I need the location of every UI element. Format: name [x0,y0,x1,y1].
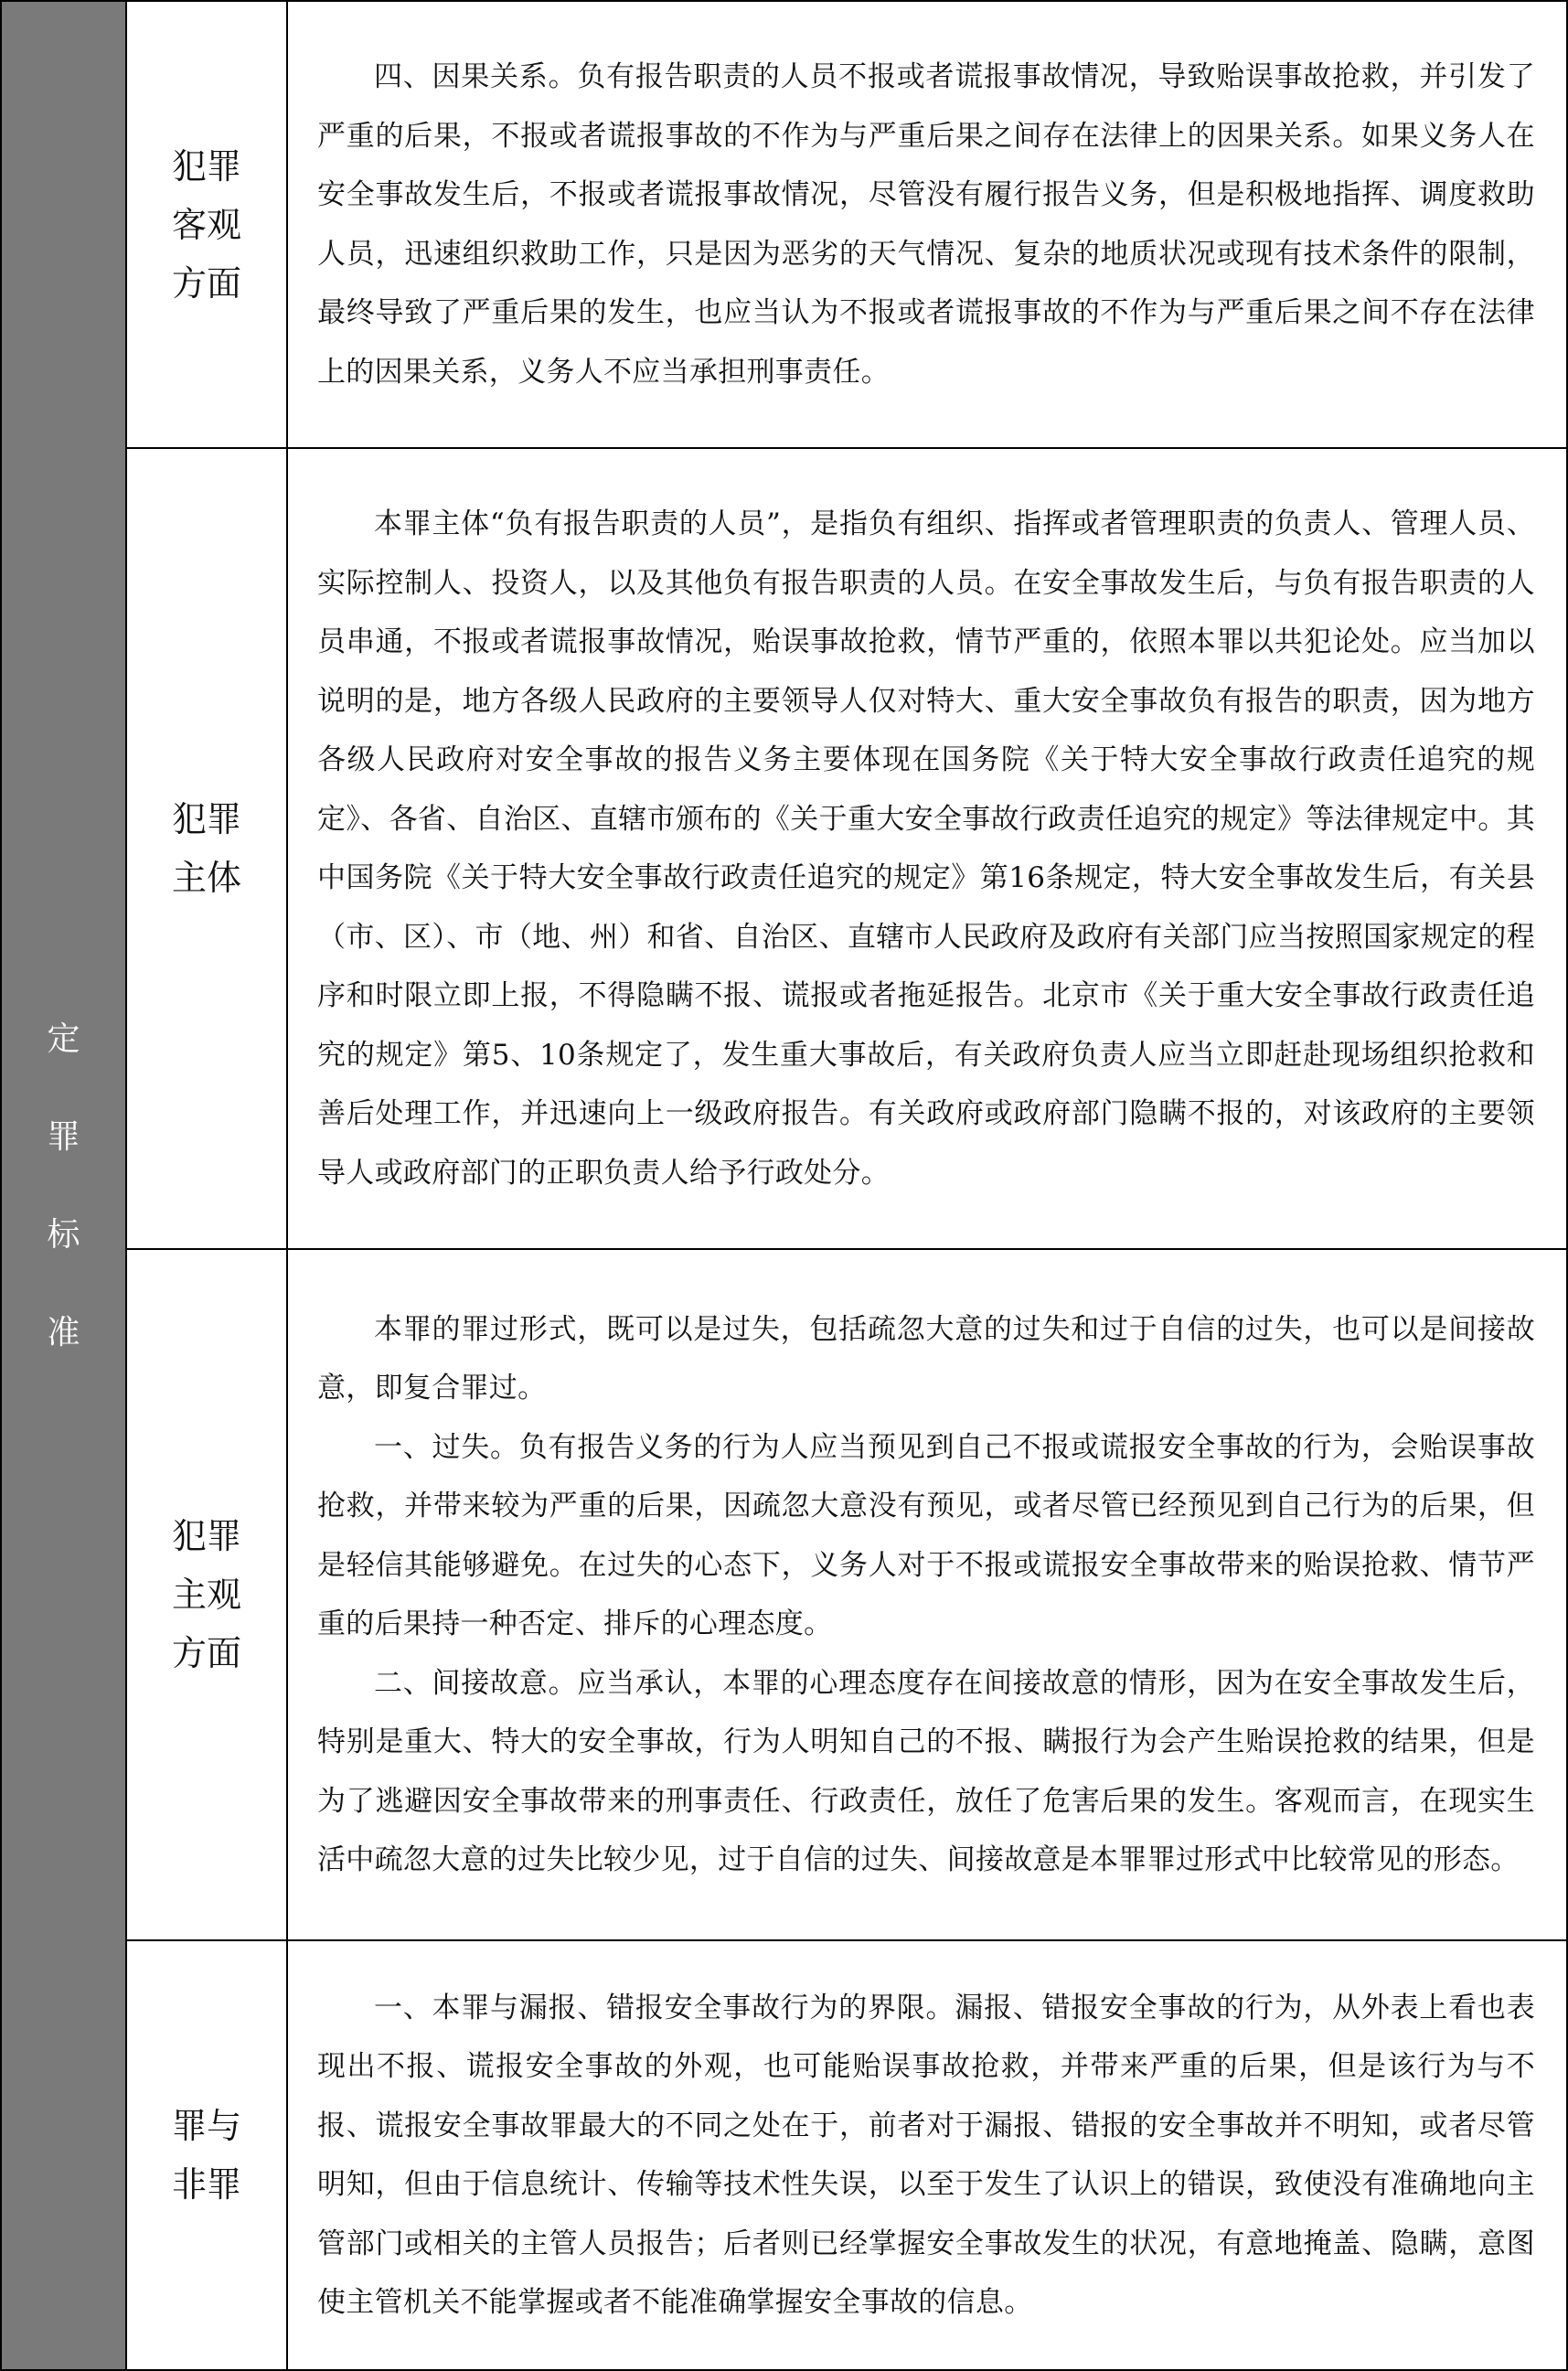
content-paragraph: 一、本罪与漏报、错报安全事故行为的界限。漏报、错报安全事故的行为，从外表上看也表现出不报、谎报安全事故的外观，也可能贻误事故抢救，并带来严重的后果，但是该行为与不报、谎报安全事故罪最大的不同之处在于，前者对于漏报、错报的安全事故并不明知，或者尽管明知，但由于信息统计、传输等技术性失误，以至于发生了认识上的错误，致使没有准确地向主管部门或相关的主管人员报告；后者则已经掌握安全事故发生的状况，有意地掩盖、隐瞒，意图使主管机关不能掌握或者不能准确掌握安全事故的信息。 [317,1991,1535,2319]
side-header-label: 定罪标准 [47,1020,80,1351]
category-cell-subject [126,448,287,1249]
section-row-subjective [1,1249,1567,1940]
category-cell-crime-vs-noncrime [126,1940,287,2370]
category-cell-objective [126,1,287,448]
content-paragraph: 本罪的罪过形式，既可以是过失，包括疏忽大意的过失和过于自信的过失，也可以是间接故意，即复合罪过。 [317,1312,1535,1404]
category-label: 犯罪主观方面 [171,1516,241,1673]
category-cell-subjective [126,1249,287,1940]
content-paragraph: 本罪主体“负有报告职责的人员”，是指负有组织、指挥或者管理职责的负责人、管理人员、实际控制人、投资人，以及其他负有报告职责的人员。在安全事故发生后，与负有报告职责的人员串通，不报或者谎报事故情况，贻误事故抢救，情节严重的，依照本罪以共犯论处。应当加以说明的是，地方各级人民政府的主要领导人仅对特大、重大安全事故负有报告的职责，因为地方各级人民政府对安全事故的报告义务主要体现在国务院《关于特大安全事故行政责任追究的规定》、各省、自治区、直辖市颁布的《关于重大安全事故行政责任追究的规定》等法律规定中。其中国务院《关于特大安全事故行政责任追究的规定》第16条规定，特大安全事故发生后，有关县（市、区）、市（地、州）和省、自治区、直辖市人民政府及政府有关部门应当按照国家规定的程序和时限立即上报，不得隐瞒不报、谎报或者拖延报告。北京市《关于重大安全事故行政责任追究的规定》第5、10条规定了，发生重大事故后，有关政府负责人应当立即赶赴现场组织抢救和善后处理工作，并迅速向上一级政府报告。有关政府或政府部门隐瞒不报的，对该政府的主要领导人或政府部门的正职负责人给予行政处分。 [317,507,1535,1190]
content-paragraph: 一、过失。负有报告义务的行为人应当预见到自己不报或谎报安全事故的行为，会贻误事故抢救，并带来较为严重的后果，因疏忽大意没有预见，或者尽管已经预见到自己行为的后果，但是轻信其能够避免。在过失的心态下，义务人对于不报或谎报安全事故带来的贻误抢救、情节严重的后果持一种否定、排斥的心理态度。 [317,1430,1535,1640]
content-cell-subjective [287,1249,1567,1940]
content-cell-crime-vs-noncrime [287,1940,1567,2370]
content-cell-objective [287,1,1567,448]
section-row-subject [1,448,1567,1249]
category-label: 罪与非罪 [171,2106,241,2205]
category-label: 犯罪客观方面 [171,145,241,304]
content-cell-subject [287,448,1567,1249]
section-row-crime-vs-noncrime [1,1940,1567,2370]
section-row-objective [1,1,1567,448]
content-paragraph: 四、因果关系。负有报告职责的人员不报或者谎报事故情况，导致贻误事故抢救，并引发了严重的后果，不报或者谎报事故的不作为与严重后果之间存在法律上的因果关系。如果义务人在安全事故发生后，不报或者谎报事故情况，尽管没有履行报告义务，但是积极地指挥、调度救助人员，迅速组织救助工作，只是因为恶劣的天气情况、复杂的地质状况或现有技术条件的限制，最终导致了严重后果的发生，也应当认为不报或者谎报事故的不作为与严重后果之间不存在法律上的因果关系，义务人不应当承担刑事责任。 [317,60,1535,389]
side-header-cell [1,1,126,2370]
content-paragraph: 二、间接故意。应当承认，本罪的心理态度存在间接故意的情形，因为在安全事故发生后，特别是重大、特大的安全事故，行为人明知自己的不报、瞒报行为会产生贻误抢救的结果，但是为了逃避因安全事故带来的刑事责任、行政责任，放任了危害后果的发生。客观而言，在现实生活中疏忽大意的过失比较少见，过于自信的过失、间接故意是本罪罪过形式中比较常见的形态。 [317,1666,1535,1876]
category-label: 犯罪主体 [171,799,241,898]
